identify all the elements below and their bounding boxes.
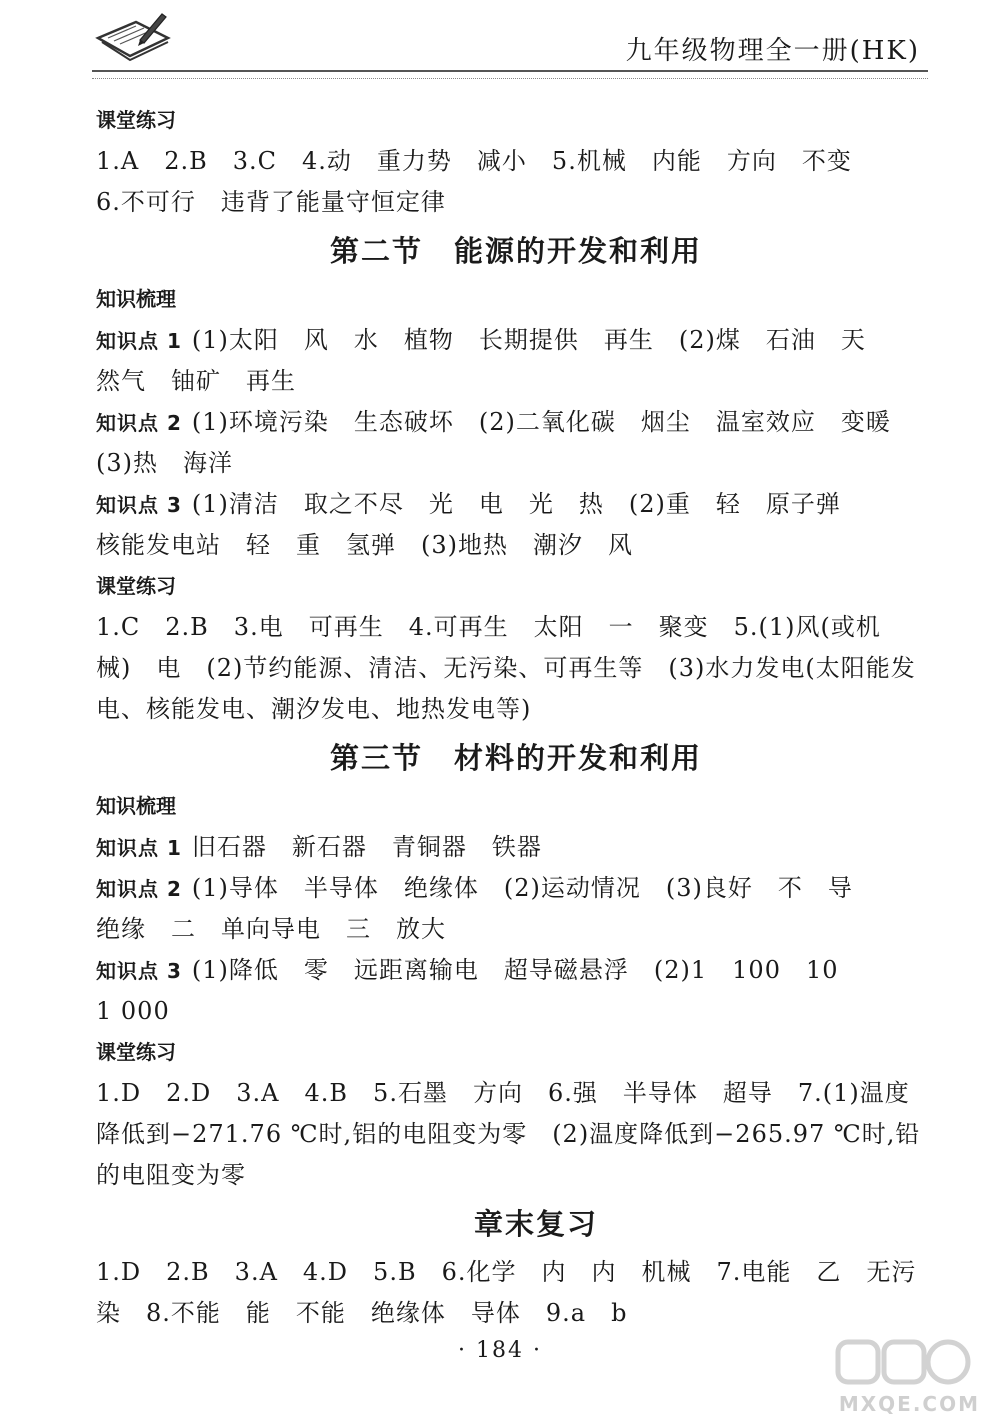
subsection-heading: 课堂练习	[96, 108, 176, 132]
knowledge-point-label: 知识点 1	[96, 329, 182, 353]
watermark	[830, 1336, 980, 1416]
answer-line: 电、核能发电、潮汐发电、地热发电等)	[96, 695, 532, 723]
knowledge-point-text: (1)降低 零 远距离输电 超导磁悬浮 (2)1 100 10	[191, 956, 839, 984]
knowledge-point-label: 知识点 3	[96, 493, 182, 517]
page-header	[0, 0, 1000, 90]
answer-line: 1.A 2.B 3.C 4.动 重力势 减小 5.机械 内能 方向 不变	[96, 147, 852, 175]
subsection-heading: 知识梳理	[96, 287, 176, 311]
knowledge-point-text: (1)太阳 风 水 植物 长期提供 再生 (2)煤 石油 天	[191, 326, 866, 354]
knowledge-point-line	[96, 827, 936, 868]
answer-line: 1.D 2.B 3.A 4.D 5.B 6.化学 内 内 机械 7.电能 乙 无污	[96, 1258, 917, 1286]
knowledge-point-line	[96, 868, 936, 909]
knowledge-point-text: (1)导体 半导体 绝缘体 (2)运动情况 (3)良好 不 导	[191, 874, 853, 902]
knowledge-point-text: (1)清洁 取之不尽 光 电 光 热 (2)重 轻 原子弹	[191, 490, 841, 518]
answer-line: 1.C 2.B 3.电 可再生 4.可再生 太阳 一 聚变 5.(1)风(或机	[96, 613, 881, 641]
knowledge-point-text: 旧石器 新石器 青铜器 铁器	[191, 833, 542, 861]
answer-line: 绝缘 二 单向导电 三 放大	[96, 915, 446, 943]
answer-line: 降低到−271.76 ℃时,铝的电阻变为零 (2)温度降低到−265.97 ℃时,铅	[96, 1120, 921, 1148]
knowledge-point-line	[96, 320, 936, 361]
subsection-heading: 课堂练习	[96, 574, 176, 598]
answer-content	[96, 100, 936, 1334]
answer-line: (3)热 海洋	[96, 449, 233, 477]
page-number: · 184 ·	[458, 1338, 542, 1363]
subsection-heading: 课堂练习	[96, 1040, 176, 1064]
watermark-text: MXQE.COM	[838, 1392, 980, 1416]
notebook-pencil-icon	[88, 8, 178, 66]
section-title: 章末复习	[473, 1207, 598, 1241]
knowledge-point-line	[96, 484, 936, 525]
section-title: 第三节 材料的开发和利用	[329, 741, 702, 775]
answer-line: 然气 铀矿 再生	[96, 367, 296, 395]
answer-line: 核能发电站 轻 重 氢弹 (3)地热 潮汐 风	[96, 531, 633, 559]
answer-line: 1 000	[96, 997, 170, 1025]
knowledge-point-label: 知识点 2	[96, 411, 182, 435]
knowledge-point-line	[96, 402, 936, 443]
answer-line: 6.不可行 违背了能量守恒定律	[96, 188, 446, 216]
answer-line: 1.D 2.D 3.A 4.B 5.石墨 方向 6.强 半导体 超导 7.(1)温度	[96, 1079, 910, 1107]
knowledge-point-text: (1)环境污染 生态破坏 (2)二氧化碳 烟尘 温室效应 变暖	[191, 408, 891, 436]
knowledge-point-label: 知识点 3	[96, 959, 182, 983]
header-divider	[92, 70, 928, 79]
knowledge-point-line	[96, 950, 936, 991]
section-title: 第二节 能源的开发和利用	[329, 234, 702, 268]
watermark-logo-icon	[834, 1336, 974, 1388]
knowledge-point-label: 知识点 1	[96, 836, 182, 860]
answer-line: 染 8.不能 能 不能 绝缘体 导体 9.a b	[96, 1299, 628, 1327]
knowledge-point-label: 知识点 2	[96, 877, 182, 901]
answer-line: 的电阻变为零	[96, 1161, 246, 1189]
answer-line: 械) 电 (2)节约能源、清洁、无污染、可再生等 (3)水力发电(太阳能发	[96, 654, 916, 682]
book-title: 九年级物理全一册(HK)	[625, 36, 920, 66]
subsection-heading: 知识梳理	[96, 794, 176, 818]
